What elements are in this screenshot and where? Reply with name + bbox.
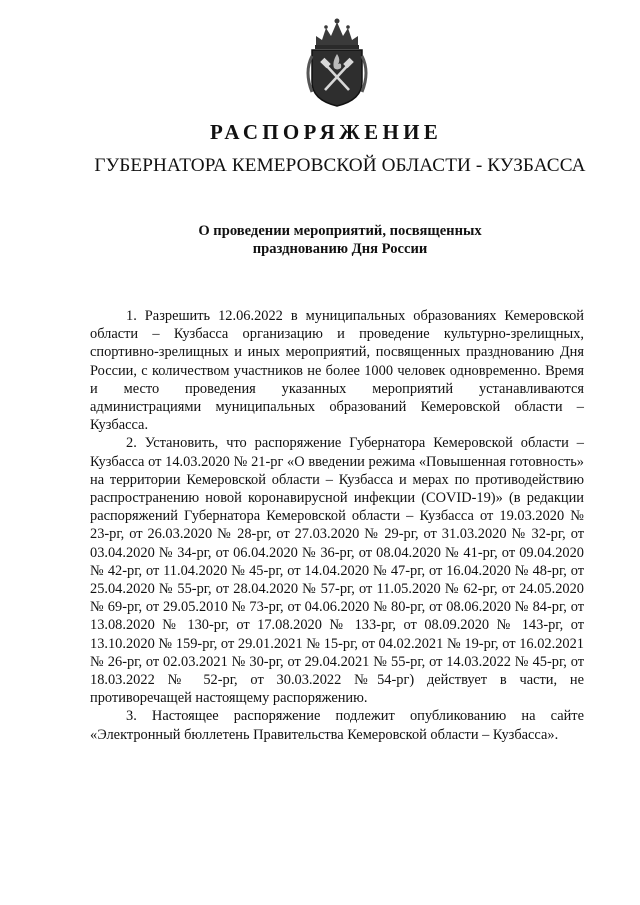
subject-line-2: празднованию Дня России [252, 241, 428, 257]
document-body [90, 307, 584, 744]
subject-line-1: О проведении мероприятий, посвященных [198, 223, 482, 239]
document-type-heading: РАСПОРЯЖЕНИЕ [209, 120, 443, 144]
issuer-heading: ГУБЕРНАТОРА КЕМЕРОВСКОЙ ОБЛАСТИ - КУЗБАССА [94, 155, 586, 176]
paragraph-2: 2. Установить, что распоряжение Губернатора Кемеровской области – Кузбасса от 14.03.2020 № 21-рг «О введении режима «Повышенная готовность» на территории Кемеровской области – Кузбасса и мерах по противодействию распространению новой коронавирусной инфекции (COVID-19)» (в редакции распоряжений Губернатора Кемеровской области – Кузбасса от 19.03.2020 № 23-рг, от 26.03.2020 № 28-рг, от 27.03.2020 № 29-рг, от 31.03.2020 № 32-рг, от 03.04.2020 № 34-рг, от 06.04.2020 № 36-рг, от 08.04.2020 № 41-рг, от 09.04.2020 № 42-рг, от 11.04.2020 № 45-рг, от 14.04.2020 № 47-рг, от 16.04.2020 № 48-рг, от 25.04.2020 № 55-рг, от 28.04.2020 № 57-рг, от 11.05.2020 № 62-рг, от 24.05.2020 № 69-рг, от 29.05.2010 № 73-рг, от 04.06.2020 № 80-рг, от 08.06.2020 № 84-рг, от 13.08.2020 № 130-рг, от 17.08.2020 № 133-рг, от 08.09.2020 № 143-рг, от 13.10.2020 № 159-рг, от 29.01.2021 № 15-рг, от 04.02.2021 № 19-рг, от 16.02.2021 № 26-рг, от 02.03.2021 № 30-рг, от 29.04.2021 № 55-рг, от 14.03.2022 № 45-рг, от 18.03.2022 № 52-рг, от 30.03.2022 №54-рг) действует в части, не противоречащей настоящему распоряжению. [90, 435, 584, 707]
paragraph-1: 1. Разрешить 12.06.2022 в муниципальных образованиях Кемеровской области – Кузбасса организацию и проведение культурно-зрелищных, спортивно-зрелищных и иных мероприятий, посвященных празднованию Дня России, с количеством участников не более 1000 человек одновременно. Время и место проведения указанных мероприятий устанавливаются администрациями муниципальных образований Кемеровской области – Кузбасса. [90, 308, 584, 434]
paragraph-3: 3. Настоящее распоряжение подлежит опубликованию на сайте «Электронный бюллетень Правительства Кемеровской области – Кузбасса». [90, 708, 584, 743]
document-subject [0, 222, 640, 258]
kemerovo-oblast-coat-of-arms-icon [298, 16, 376, 108]
